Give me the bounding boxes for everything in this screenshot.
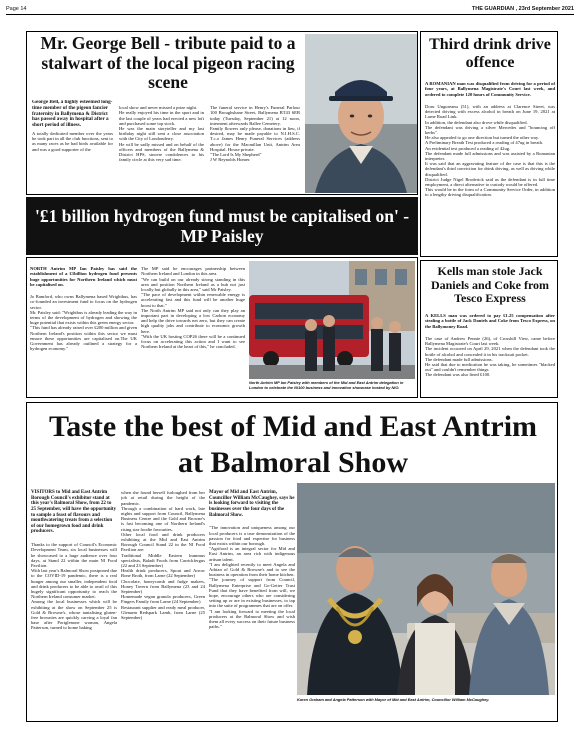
hydrogen-headline: '£1 billion hydrogen fund must be capitalised on' - MP Paisley [34,206,410,246]
bell-col2-text: local show and never missed a prize night. He really enjoyed his time in the sport and in the last couple of years had erected a new loft and purchased some top stock. He was the main storyteller and my last birthday night still sent a close association with the City of Londonderry. He will be sadly missed and on behalf of the officers and members of the Ballymena & District HPS, sincere condolences to his family circle at this very sad time. [119,105,204,163]
kells-lead: A KELLS man was ordered to pay £1.25 compensation after stealing a bottle of Jack Daniels and Coke from Tesco Express, on the Ballymoney Road. [425,313,555,329]
george-bell-photo [305,34,417,193]
hydrogen-lead: NORTH Antrim MP Ian Paisley has said the establishment of a £1billion hydrogen fund presents huge opportunities for Northern Ireland which must be capitalised on. [30,266,137,287]
bell-lead: George Bell, a highly esteemed long-time member of the pigeon fancier fraternity in Ballymena & District has passed away in hospital after a short period of illness. [32,100,113,129]
hydrogen-col2-text: The MP said he encourages partnership between Northern Ireland and London in this area. "We can build on our already strong standing in this area and position Northern Ireland as a hub not just locally but globally in this area," said Mr Paisley. "The pace of development within renewable energy is accelerating fast and this fund will be another huge boost to that." The North Antrim MP said not only can they play an important part in developing a low Carbon economy and help the drive towards net zero, but they can create high quality jobs and contribute to economic growth here. "With the UK hosting COP26 there will be a continued focus on accelerating this action and I want to see Northern Ireland at the heart of this," he concluded. [141,266,245,350]
page-number: Page 14 [6,6,27,12]
show-col-2 [121,485,205,719]
kells-article [420,260,558,398]
hydrogen-col-2 [141,261,245,397]
header-rule [6,14,574,15]
bell-article [26,31,418,195]
drive-headline: Third drink drive offence [429,36,551,71]
hydrogen-col-1 [30,261,137,397]
bell-col1-text: A totally dedicated member over the years he took part in all the club functions, sent to as many races as he had birds available for and was a good supporter of the [32,130,113,152]
drive-article [420,31,558,257]
show-col-1 [31,485,117,719]
kells-body [425,308,555,397]
kells-text: The case of Andrew Pennie (26), of Crosshill View, came before Ballymena Magistrate's Court last week. The incident occurred on April 29, 2021 when the defendant took the bottle of alcohol and concealed it in his tracksuit pocket. The defendant made full admissions. He said that due to medication he was taking, he sometimes "blacked out" and couldn't remember things. The defendant was also fined £100. [425,336,555,378]
show-col1-text: Thanks to the support of Council's Economic Development Team, six local businesses will be showcased to a huge audience over four days, at Stand 22 within the main NI Food Pavilion. With last year's Balmoral Show postponed due to the COVID-19 pandemic, there is a real hunger among our smaller, independent food and drink producers to be able to avail of this hugely significant opportunity to reach the Northern Ireland consumer market. Among the local businesses which will be exhibiting at the show on September 25 is Gold & Browne's, whose tantalising gluten-free brownies are quickly carving a loyal fan base after Portglenone woman, Angela Patterson, turned to home baking [31,542,117,631]
kells-headline: Kells man stole Jack Daniels and Coke from Tesco Express [430,264,550,305]
balmoral-caption: Karen Graham and Angela Patterson with Mayor of Mid and East Antrim, Councillor William McCaughey. [297,697,490,702]
hydrogen-col1-text: Jo Bamford, who owns Ballymena based Wrightbus, has co-founded an investment fund to focus on the hydrogen sector. Mr. Paisley said: "Wrightbus is already leading the way in terms of the development of hydrogen and showing the huge potential that exists within this green energy sector. "This fund has already raised over £200 million and given Northern Ireland's position within this sector we must ensure these opportunities are capitalised on.The UK Government has already outlined a strategy for a hydrogen economy." [30,294,137,352]
paisley-photo [249,261,415,379]
hydrogen-headline-band [26,197,418,255]
show-col3-lead: Mayor of Mid and East Antrim, Councillor William McCaughey, says he is looking forward to visiting the businesses over the four days of the Balmoral Show. [209,490,295,518]
show-col-3 [209,485,295,719]
show-headline: Taste the best of Mid and East Antrim at Balmoral Show [48,410,538,479]
show-col2-text: when she found herself furloughed from her job at retail during the height of the pandemic. Through a combination of hard work, late nights and support from Council, Ballymena Business Centre and the Gold and Browne's is fast becoming one of Northern Ireland's rising star foodie favourites. Other local food and drink producers exhibiting at the Mid and East Antrim Borough Council Stand 22 in the NI Food Pavilion are: Traditional Middle Eastern hummus specialists, Baladi Foods from Carrickfergus (22 and 23 September) Health drink producers, Spout and Arrow Bone Broth, from Larne (22 September) Chocolate, honeycomb and fudge makers, Honey Tavern from Ballymena (23 and 24 September) Homemade vegan granola producers, Green Fingers Family from Larne (24 September) Restaurant supplier and ready meal producer, Glenarm Redspark Lamb, from Larne (25 September) [121,490,205,621]
drive-text: Doru Ungureanu (51), with an address at Clarence Street, was detected driving with excess alcohol in breath on June 19, 2021 at Larne Road Link. In addition, the defendant also drove while disqualified. The defendant was driving a silver Mercedes and "bouncing off kerbs". He also appealed to go one direction but turned the other way. A Preliminary Breath Test produced a reading of 47ug in breath. An evidential test produced a reading of 42ug. The defendant made full admissions and was assisted by a Romanian interpreter. It was said that an aggravating feature of the case is that this is the defendant's third conviction for drink driving, as well as driving while disqualified. District Judge Nigel Broderick said as the defendant is in full time employment, a direct alternative to custody would be offered. This would be in the form of a Community Service Order, in addition to a lengthy driving disqualification. [425,104,555,198]
paisley-caption: North Antrim MP Ian Paisley with members of the Mid and East Antrim delegation in London to celebrate the NI100 business and innovation showcase hosted by NIO. [249,380,404,390]
page-header [6,4,574,14]
drive-body [425,76,555,256]
hydrogen-article [26,257,418,398]
bell-col-2 [119,100,204,194]
show-lead: VISITORS to Mid and East Antrim Borough Council's exhibitor stand at this year's Balmoral Show, from 22 to 25 September, will have the opportunity to sample a feast of flavours and mouthwatering treats from a selection of our homegrown food and drink producers. [31,490,117,535]
bell-headline: Mr. George Bell - tribute paid to a stalwart of the local pigeon racing scene [40,33,296,92]
paper-date: THE GUARDIAN , 23rd September 2021 [471,6,574,12]
show-col3-text: "The innovation and uniqueness among our local producers is a true demonstration of the passion for food and expertise for business that exists within our borough. "Agrifood is an integral sector for Mid and East Antrim, an area rich with indigenous artisan talent. "I am delighted recently to meet Angela and Adrian of Gold & Browne's and to see the business in operation from their home kitchen. "The journey of support from Council, Ballymena Enterprise and Go-Getter Trust Fund that they have benefited from will, we hope, encourage others who are considering setting up or are in existing businesses, to tap into the suite of programmes that are on offer. "I am looking forward to meeting the local producers at the Balmoral Show and wish them all every success on their future business paths." [209,525,295,630]
bell-col-3 [210,100,300,194]
bell-col-1 [32,100,113,194]
drive-lead: A ROMANIAN man was disqualified from driving for a period of four years, at Ballymena Magistrate's Court last week, and ordered to complete 120 hours of Community Service. [425,81,555,97]
balmoral-photo [297,483,555,695]
bell-col3-text: The funeral service in Henry's Funeral Parlour 100 Broughshane Street, Ballymena BT43 6EB today (Tuesday, September 21) at 12 noon, interment afterwards Ballee Cemetery. Family flowers only please, donations in lieu, if desired, may be made payable to N.I.H.S.C. T.c.o James Henry Funeral Services (address above) for the Macmillan Unit, Antrim Area Hospital. House private. "The Lord Is My Shepherd" J W Reynolds Homer. [210,105,300,163]
show-article [26,402,558,722]
